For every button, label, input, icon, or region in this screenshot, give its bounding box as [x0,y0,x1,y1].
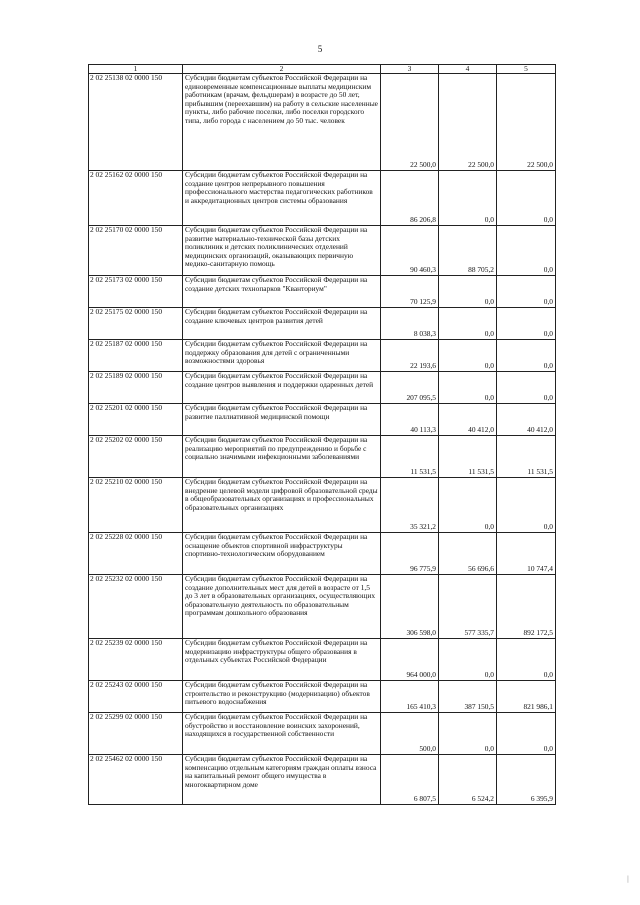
amount-col5-cell: 40 412,0 [497,404,556,436]
amount-col4-cell: 0,0 [439,308,497,340]
description-cell: Субсидии бюджетам субъектов Российской Федерации на создание ключевых центров развития детей [183,308,381,340]
amount-col3-cell: 306 598,0 [381,575,439,639]
table-row [89,681,556,713]
table-row [89,171,556,226]
amount-col5-cell: 10 747,4 [497,533,556,575]
column-header: 3 [381,65,439,74]
page-mark: │ [625,877,630,883]
budget-code-cell: 2 02 25170 02 0000 150 [89,226,183,276]
amount-col3-cell: 11 531,5 [381,436,439,478]
budget-code-cell: 2 02 25210 02 0000 150 [89,478,183,533]
budget-code-cell: 2 02 25189 02 0000 150 [89,372,183,404]
description-cell: Субсидии бюджетам субъектов Российской Федерации на оснащение объектов спортивной инфраструктуры спортивно-технологическим оборудованием [183,533,381,575]
amount-col4-cell: 0,0 [439,639,497,681]
description-cell: Субсидии бюджетам субъектов Российской Федерации на создание центров непрерывного повышения профессионального мастерства педагогических работников и аккредитационных центров системы образования [183,171,381,226]
budget-code-cell: 2 02 25162 02 0000 150 [89,171,183,226]
amount-col4-cell: 0,0 [439,340,497,372]
description-cell: Субсидии бюджетам субъектов Российской Федерации на развитие паллиативной медицинской помощи [183,404,381,436]
table-row [89,755,556,805]
amount-col3-cell: 207 095,5 [381,372,439,404]
description-cell: Субсидии бюджетам субъектов Российской Федерации на единовременные компенсационные выплаты медицинским работникам (врачам, фельдшерам) в возрасте до 50 лет, прибывшим (переехавшим) на работу в сельские населенные пункты, либо рабочие поселки, либо поселки городского типа, либо города с населением до 50 тыс. человек [183,74,381,171]
description-cell: Субсидии бюджетам субъектов Российской Федерации на модернизацию инфраструктуры общего образования в отдельных субъектах Российской Федерации [183,639,381,681]
amount-col5-cell: 0,0 [497,226,556,276]
table-row [89,639,556,681]
description-cell: Субсидии бюджетам субъектов Российской Федерации на создание дополнительных мест для детей в возрасте от 1,5 до 3 лет в образовательных организациях, осуществляющих образовательную деятельность по образовательным программам дошкольного образования [183,575,381,639]
budget-code-cell: 2 02 25173 02 0000 150 [89,276,183,308]
amount-col3-cell: 165 410,3 [381,681,439,713]
description-cell: Субсидии бюджетам субъектов Российской Федерации на развитие материально-технической базы детских поликлиник и детских поликлинических отделений медицинских организаций, оказывающих первичную медико-санитарную помощь [183,226,381,276]
amount-col4-cell: 0,0 [439,276,497,308]
amount-col3-cell: 22 193,6 [381,340,439,372]
amount-col5-cell: 22 500,0 [497,74,556,171]
table-row [89,340,556,372]
description-cell: Субсидии бюджетам субъектов Российской Федерации на реализацию мероприятий по предупреждению и борьбе с социально значимыми инфекционными заболеваниями [183,436,381,478]
amount-col3-cell: 8 038,3 [381,308,439,340]
description-cell: Субсидии бюджетам субъектов Российской Федерации на обустройство и восстановление воинских захоронений, находящихся в государственной собственности [183,713,381,755]
budget-code-cell: 2 02 25243 02 0000 150 [89,681,183,713]
budget-code-cell: 2 02 25239 02 0000 150 [89,639,183,681]
budget-code-cell: 2 02 25232 02 0000 150 [89,575,183,639]
amount-col4-cell: 577 335,7 [439,575,497,639]
amount-col4-cell: 88 705,2 [439,226,497,276]
column-header: 4 [439,65,497,74]
amount-col4-cell: 11 531,5 [439,436,497,478]
table-row [89,713,556,755]
description-cell: Субсидии бюджетам субъектов Российской Федерации на компенсацию отдельным категориям граждан оплаты взноса на капитальный ремонт общего имущества в многоквартирном доме [183,755,381,805]
budget-code-cell: 2 02 25187 02 0000 150 [89,340,183,372]
budget-code-cell: 2 02 25175 02 0000 150 [89,308,183,340]
table-body [89,74,556,805]
budget-code-cell: 2 02 25299 02 0000 150 [89,713,183,755]
amount-col3-cell: 90 460,3 [381,226,439,276]
budget-code-cell: 2 02 25202 02 0000 150 [89,436,183,478]
amount-col4-cell: 22 500,0 [439,74,497,171]
budget-code-cell: 2 02 25201 02 0000 150 [89,404,183,436]
amount-col5-cell: 0,0 [497,276,556,308]
table-row [89,226,556,276]
budget-table [88,64,556,805]
table-row [89,478,556,533]
table-row [89,533,556,575]
description-cell: Субсидии бюджетам субъектов Российской Федерации на строительство и реконструкцию (модернизацию) объектов питьевого водоснабжения [183,681,381,713]
amount-col5-cell: 0,0 [497,372,556,404]
amount-col4-cell: 0,0 [439,171,497,226]
table-row [89,404,556,436]
description-cell: Субсидии бюджетам субъектов Российской Федерации на создание центров выявления и поддержки одаренных детей [183,372,381,404]
amount-col4-cell: 6 524,2 [439,755,497,805]
amount-col5-cell: 6 395,9 [497,755,556,805]
amount-col3-cell: 35 321,2 [381,478,439,533]
table-row [89,372,556,404]
amount-col3-cell: 500,0 [381,713,439,755]
amount-col5-cell: 0,0 [497,171,556,226]
table-row [89,74,556,171]
column-header: 1 [89,65,183,74]
table-row [89,436,556,478]
amount-col3-cell: 22 500,0 [381,74,439,171]
description-cell: Субсидии бюджетам субъектов Российской Федерации на поддержку образования для детей с ограниченными возможностями здоровья [183,340,381,372]
amount-col5-cell: 0,0 [497,340,556,372]
amount-col4-cell: 56 696,6 [439,533,497,575]
page-number: 5 [317,44,323,54]
amount-col3-cell: 40 113,3 [381,404,439,436]
amount-col5-cell: 821 986,1 [497,681,556,713]
amount-col3-cell: 6 807,5 [381,755,439,805]
amount-col5-cell: 0,0 [497,639,556,681]
amount-col5-cell: 11 531,5 [497,436,556,478]
table-row [89,575,556,639]
description-cell: Субсидии бюджетам субъектов Российской Федерации на создание детских технопарков "Кванториум" [183,276,381,308]
amount-col4-cell: 40 412,0 [439,404,497,436]
amount-col4-cell: 387 150,5 [439,681,497,713]
amount-col5-cell: 0,0 [497,308,556,340]
amount-col4-cell: 0,0 [439,478,497,533]
budget-code-cell: 2 02 25228 02 0000 150 [89,533,183,575]
column-header: 2 [183,65,381,74]
table-header-row [89,65,556,74]
amount-col5-cell: 0,0 [497,478,556,533]
amount-col5-cell: 0,0 [497,713,556,755]
amount-col5-cell: 892 172,5 [497,575,556,639]
amount-col3-cell: 70 125,9 [381,276,439,308]
budget-code-cell: 2 02 25138 02 0000 150 [89,74,183,171]
amount-col4-cell: 0,0 [439,372,497,404]
amount-col4-cell: 0,0 [439,713,497,755]
table-row [89,308,556,340]
amount-col3-cell: 86 206,8 [381,171,439,226]
budget-code-cell: 2 02 25462 02 0000 150 [89,755,183,805]
amount-col3-cell: 964 000,0 [381,639,439,681]
column-header: 5 [497,65,556,74]
description-cell: Субсидии бюджетам субъектов Российской Федерации на внедрение целевой модели цифровой образовательной среды в общеобразовательных организациях и профессиональных образовательных организациях [183,478,381,533]
amount-col3-cell: 96 775,9 [381,533,439,575]
table-row [89,276,556,308]
